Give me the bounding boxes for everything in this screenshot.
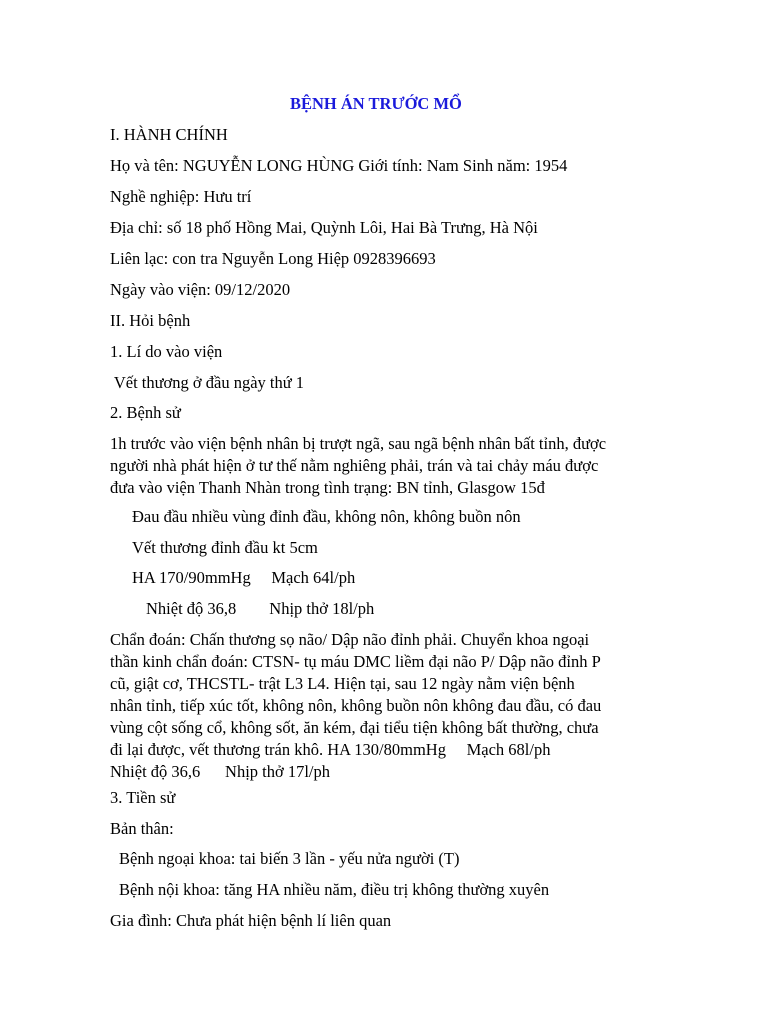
section-administrative-heading: I. HÀNH CHÍNH bbox=[110, 125, 228, 144]
diagnosis-line: cũ, giật cơ, THCSTL- trật L3 L4. Hiện tại, sau 12 ngày nằm viện bệnh bbox=[110, 674, 575, 693]
patient-name-line: Họ và tên: NGUYỄN LONG HÙNG Giới tính: Nam Sinh năm: 1954 bbox=[110, 156, 568, 175]
surgical-history-line: Bệnh ngoại khoa: tai biến 3 lần - yếu nửa người (T) bbox=[119, 849, 460, 868]
symptom-headache: Đau đầu nhiều vùng đỉnh đầu, không nôn, không buồn nôn bbox=[132, 507, 521, 526]
diagnosis-line: Nhiệt độ 36,6 Nhịp thở 17l/ph bbox=[110, 762, 331, 781]
occupation-line: Nghề nghiệp: Hưu trí bbox=[110, 187, 252, 206]
vitals-line-2: Nhiệt độ 36,8 Nhịp thở 18l/ph bbox=[146, 599, 375, 618]
reason-heading: 1. Lí do vào viện bbox=[110, 342, 223, 361]
history-line: đưa vào viện Thanh Nhàn trong tình trạng: BN tỉnh, Glasgow 15đ bbox=[110, 478, 545, 497]
reason-text: Vết thương ở đầu ngày thứ 1 bbox=[110, 373, 305, 392]
address-line: Địa chỉ: số 18 phố Hồng Mai, Quỳnh Lôi, Hai Bà Trưng, Hà Nội bbox=[110, 218, 538, 237]
medical-history-line: Bệnh nội khoa: tăng HA nhiều năm, điều trị không thường xuyên bbox=[119, 880, 550, 899]
history-line: 1h trước vào viện bệnh nhân bị trượt ngã, sau ngã bệnh nhân bất tỉnh, được bbox=[110, 434, 607, 453]
past-history-heading: 3. Tiền sử bbox=[110, 788, 176, 807]
diagnosis-line: Chẩn đoán: Chấn thương sọ não/ Dập não đỉnh phải. Chuyển khoa ngoại bbox=[110, 630, 590, 649]
history-line: người nhà phát hiện ở tư thế nằm nghiêng phải, trán và tai chảy máu được bbox=[110, 456, 599, 475]
symptom-wound: Vết thương đỉnh đầu kt 5cm bbox=[132, 538, 318, 557]
history-heading: 2. Bệnh sử bbox=[110, 403, 181, 422]
admission-date-line: Ngày vào viện: 09/12/2020 bbox=[110, 280, 291, 299]
diagnosis-paragraph bbox=[110, 629, 670, 783]
diagnosis-line: thần kinh chẩn đoán: CTSN- tụ máu DMC liềm đại não P/ Dập não đỉnh P bbox=[110, 652, 601, 671]
section-history-taking-heading: II. Hỏi bệnh bbox=[110, 311, 191, 330]
document-title: BỆNH ÁN TRƯỚC MỔ bbox=[290, 94, 462, 113]
contact-line: Liên lạc: con tra Nguyễn Long Hiệp 0928396693 bbox=[110, 249, 436, 268]
history-paragraph bbox=[110, 433, 670, 499]
diagnosis-line: nhân tỉnh, tiếp xúc tốt, không nôn, không buồn nôn không đau đầu, có đau bbox=[110, 696, 602, 715]
vitals-line-1: HA 170/90mmHg Mạch 64l/ph bbox=[132, 568, 356, 587]
diagnosis-line: đi lại được, vết thương trán khô. HA 130/80mmHg Mạch 68l/ph bbox=[110, 740, 551, 759]
self-history-heading: Bản thân: bbox=[110, 819, 174, 838]
family-history-line: Gia đình: Chưa phát hiện bệnh lí liên quan bbox=[110, 911, 392, 930]
diagnosis-line: vùng cột sống cổ, không sốt, ăn kém, đại tiểu tiện không bất thường, chưa bbox=[110, 718, 599, 737]
